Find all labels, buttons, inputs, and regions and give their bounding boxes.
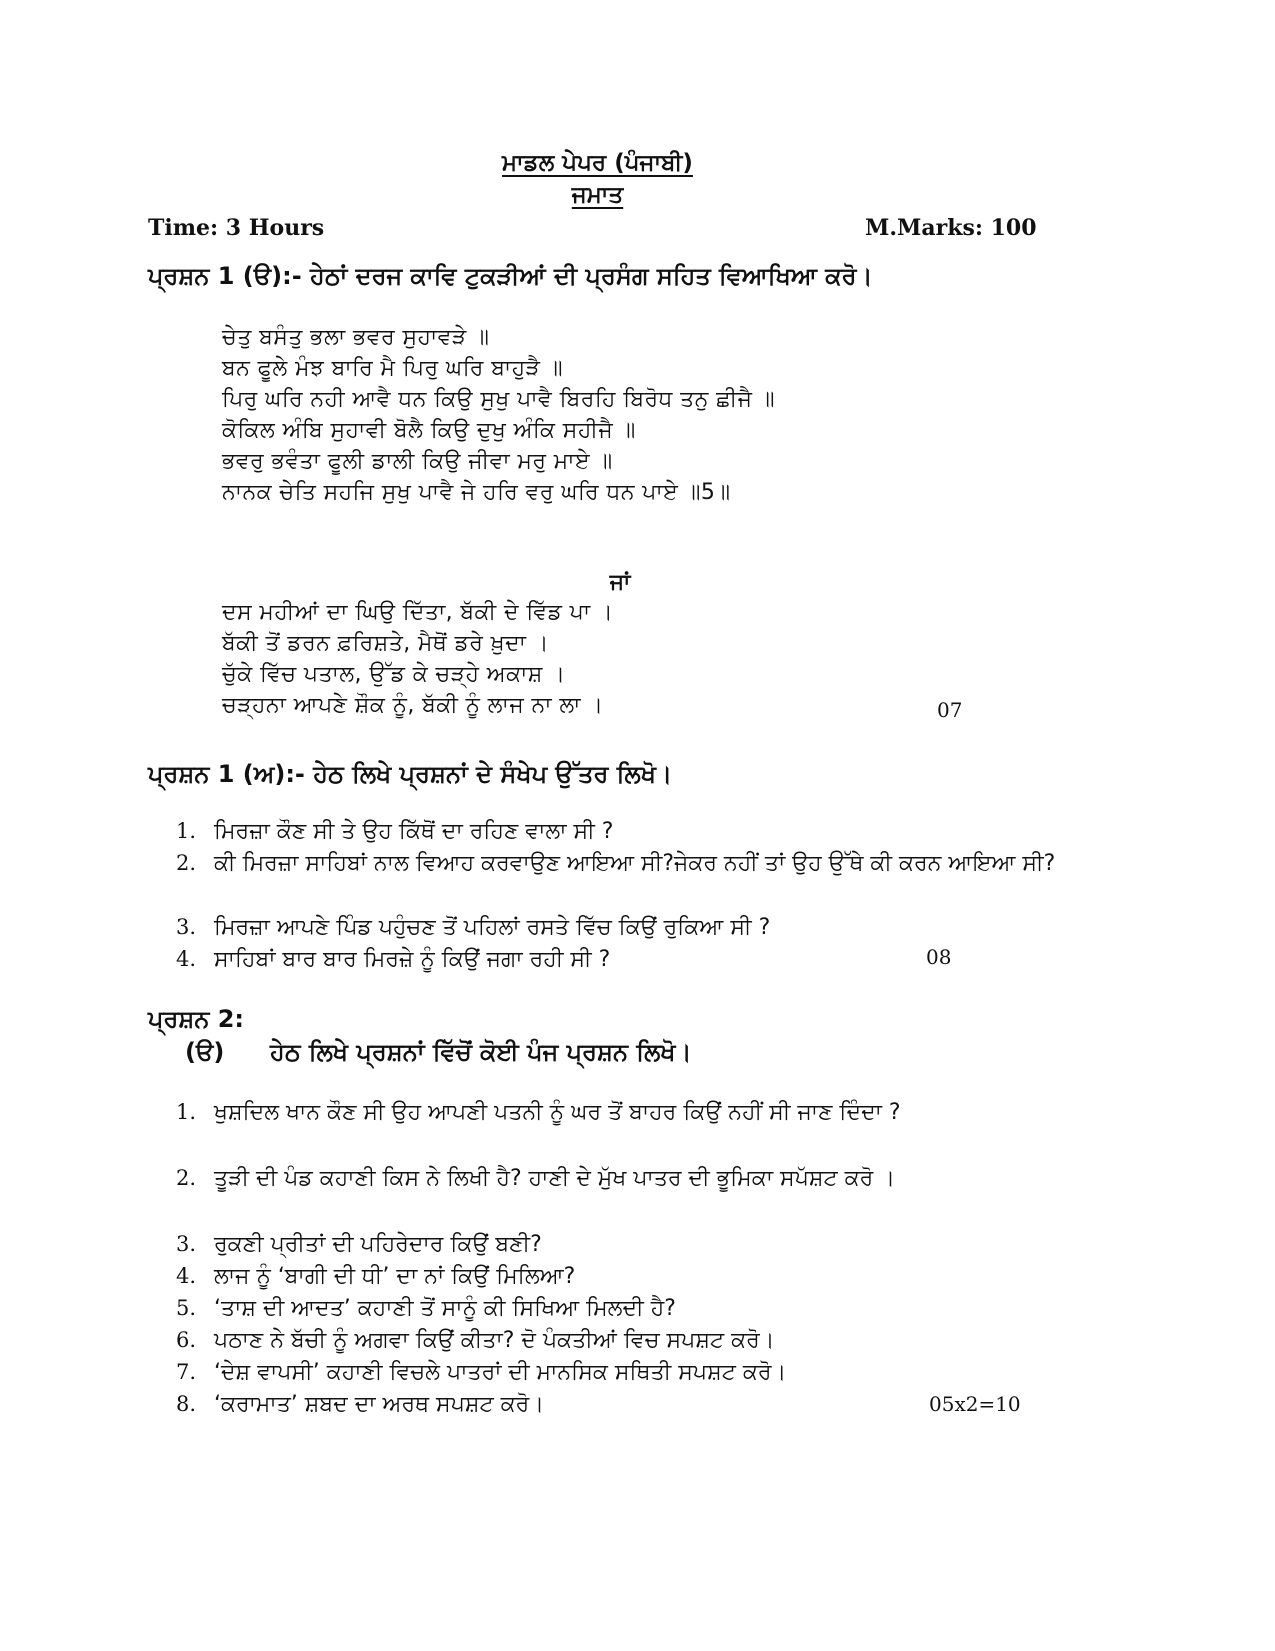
question-text: ਕੀ ਮਿਰਜ਼ਾ ਸਾਹਿਬਾਂ ਨਾਲ ਵਿਆਹ ਕਰਵਾਉਣ ਆਇਆ ਸੀ?ਜੇਕਰ ਨਹੀਂ ਤਾਂ ਉਹ ਉੱਥੇ ਕੀ ਕਰਨ ਆਇਆ ਸੀ? <box>214 851 1056 876</box>
q1a-heading: ਪ੍ਰਸ਼ਨ 1 (ੳ):- ਹੇਠਾਂ ਦਰਜ ਕਾਵਿ ਟੁਕੜੀਆਂ ਦੀ ਪ੍ਰਸੰਗ ਸਹਿਤ ਵਿਆਖਿਆ ਕਰੋ। <box>148 262 873 290</box>
list-item <box>176 847 1056 880</box>
q1b-marks: 08 <box>926 945 952 969</box>
verse2-line: ਚੁੱਕੇ ਵਿੱਚ ਪਤਾਲ, ਉੱਡ ਕੇ ਚੜ੍ਹੇ ਅਕਾਸ਼ । <box>222 662 566 687</box>
list-item <box>176 1228 1096 1261</box>
list-item <box>176 1356 1096 1389</box>
q1a-marks: 07 <box>937 698 963 722</box>
verse2-line: ਦਸ ਮਹੀਆਂ ਦਾ ਘਿਉ ਦਿੱਤਾ, ਬੱਕੀ ਦੇ ਵਿੱਡ ਪਾ । <box>222 600 614 625</box>
time-label: Time: 3 Hours <box>148 215 325 241</box>
question-number: 8. <box>176 1392 197 1416</box>
q2-heading: ਪ੍ਰਸ਼ਨ 2: <box>148 1005 244 1033</box>
question-number: 2. <box>176 851 197 875</box>
question-number: 1. <box>176 819 197 843</box>
max-marks-label: M.Marks: 100 <box>865 215 1037 241</box>
list-item <box>176 1260 1096 1293</box>
list-item <box>176 1162 1056 1195</box>
paper-title: ਮਾਡਲ ਪੇਪਰ (ਪੰਜਾਬੀ) <box>502 150 693 176</box>
q2-marks: 05x2=10 <box>929 1392 1021 1416</box>
question-number: 6. <box>176 1328 197 1352</box>
question-text: ਮਿਰਜ਼ਾ ਕੌਣ ਸੀ ਤੇ ਉਹ ਕਿੱਥੋਂ ਦਾ ਰਹਿਣ ਵਾਲਾ ਸੀ ? <box>214 819 614 844</box>
question-text: ‘ਕਰਾਮਾਤ’ ਸ਼ਬਦ ਦਾ ਅਰਥ ਸਪਸ਼ਟ ਕਰੋ। <box>214 1392 545 1417</box>
or-separator: ਜਾਂ <box>609 570 631 595</box>
verse1-line: ਨਾਨਕ ਚੇਤਿ ਸਹਜਿ ਸੁਖੁ ਪਾਵੈ ਜੇ ਹਰਿ ਵਰੁ ਘਰਿ ਧਨ ਪਾਏ ॥5॥ <box>222 480 731 505</box>
question-number: 2. <box>176 1166 197 1190</box>
list-item <box>176 911 1096 944</box>
question-number: 7. <box>176 1360 197 1384</box>
verse2-line: ਚੜ੍ਹਨਾ ਆਪਣੇ ਸ਼ੌਕ ਨੂੰ, ਬੱਕੀ ਨੂੰ ਲਾਜ ਨਾ ਲਾ । <box>222 693 604 718</box>
list-item <box>176 1292 1096 1325</box>
q2-sub-label: (ੳ) <box>185 1038 225 1066</box>
question-number: 1. <box>176 1100 197 1124</box>
question-text: ਪਠਾਣ ਨੇ ਬੱਚੀ ਨੂੰ ਅਗਵਾ ਕਿਉਂ ਕੀਤਾ? ਦੋ ਪੰਕਤੀਆਂ ਵਿਚ ਸਪਸ਼ਟ ਕਰੋ। <box>214 1328 775 1353</box>
question-number: 3. <box>176 1232 197 1256</box>
verse2-line: ਬੱਕੀ ਤੋਂ ਡਰਨ ਫ਼ਰਿਸ਼ਤੇ, ਮੈਥੋਂ ਡਰੇ ਖ਼ੁਦਾ । <box>222 631 549 656</box>
list-item <box>176 1324 1096 1357</box>
list-item <box>176 1096 1056 1129</box>
question-text: ਤੂੜੀ ਦੀ ਪੰਡ ਕਹਾਣੀ ਕਿਸ ਨੇ ਲਿਖੀ ਹੈ? ਹਾਣੀ ਦੇ ਮੁੱਖ ਪਾਤਰ ਦੀ ਭੂਮਿਕਾ ਸਪੱਸ਼ਟ ਕਰੋ । <box>214 1166 896 1191</box>
verse1-line: ਕੋਕਿਲ ਅੰਬਿ ਸੁਹਾਵੀ ਬੋਲੈ ਕਿਉ ਦੁਖੁ ਅੰਕਿ ਸਹੀਜੈ ॥ <box>222 418 636 443</box>
class-label: ਜਮਾਤ <box>571 182 624 208</box>
question-number: 3. <box>176 915 197 939</box>
question-text: ਮਿਰਜ਼ਾ ਆਪਣੇ ਪਿੰਡ ਪਹੁੰਚਣ ਤੋਂ ਪਹਿਲਾਂ ਰਸਤੇ ਵਿੱਚ ਕਿਉਂ ਰੁਕਿਆ ਸੀ ? <box>214 915 771 940</box>
verse1-line: ਚੇਤੁ ਬਸੰਤੁ ਭਲਾ ਭਵਰ ਸੁਹਾਵੜੇ ॥ <box>222 325 490 350</box>
question-text: ਸਾਹਿਬਾਂ ਬਾਰ ਬਾਰ ਮਿਰਜ਼ੇ ਨੂੰ ਕਿਉਂ ਜਗਾ ਰਹੀ ਸੀ ? <box>214 947 611 972</box>
verse1-line: ਪਿਰੁ ਘਰਿ ਨਹੀ ਆਵੈ ਧਨ ਕਿਉ ਸੁਖੁ ਪਾਵੈ ਬਿਰਹਿ ਬਿਰੋਧ ਤਨੁ ਛੀਜੈ ॥ <box>222 387 776 412</box>
question-text: ‘ਦੇਸ਼ ਵਾਪਸੀ’ ਕਹਾਣੀ ਵਿਚਲੇ ਪਾਤਰਾਂ ਦੀ ਮਾਨਸਿਕ ਸਥਿਤੀ ਸਪਸ਼ਟ ਕਰੋ। <box>214 1360 787 1385</box>
q1b-heading: ਪ੍ਰਸ਼ਨ 1 (ਅ):- ਹੇਠ ਲਿਖੇ ਪ੍ਰਸ਼ਨਾਂ ਦੇ ਸੰਖੇਪ ਉੱਤਰ ਲਿਖੋ। <box>148 760 673 788</box>
verse1-line: ਭਵਰੁ ਭਵੰਤਾ ਫੂਲੀ ਡਾਲੀ ਕਿਉ ਜੀਵਾ ਮਰੁ ਮਾਏ ॥ <box>222 449 613 474</box>
verse1-line: ਬਨ ਫੂਲੇ ਮੰਝ ਬਾਰਿ ਮੈ ਪਿਰੁ ਘਰਿ ਬਾਹੁੜੈ ॥ <box>222 356 563 381</box>
list-item <box>176 815 1096 848</box>
question-text: ਖੁਸ਼ਦਿਲ ਖਾਨ ਕੌਣ ਸੀ ਉਹ ਆਪਣੀ ਪਤਨੀ ਨੂੰ ਘਰ ਤੋਂ ਬਾਹਰ ਕਿਉਂ ਨਹੀਂ ਸੀ ਜਾਣ ਦਿੰਦਾ ? <box>214 1100 901 1125</box>
question-text: ‘ਤਾਸ਼ ਦੀ ਆਦਤ’ ਕਹਾਣੀ ਤੋਂ ਸਾਨੂੰ ਕੀ ਸਿਖਿਆ ਮਿਲਦੀ ਹੈ? <box>214 1296 676 1321</box>
q2-sub-heading: ਹੇਠ ਲਿਖੇ ਪ੍ਰਸ਼ਨਾਂ ਵਿੱਚੋਂ ਕੋਈ ਪੰਜ ਪ੍ਰਸ਼ਨ ਲਿਖੋ। <box>270 1038 692 1066</box>
question-number: 4. <box>176 1264 197 1288</box>
question-number: 4. <box>176 947 197 971</box>
list-item <box>176 943 1096 976</box>
question-text: ਲਾਜ ਨੂੰ ‘ਬਾਗੀ ਦੀ ਧੀ’ ਦਾ ਨਾਂ ਕਿਉਂ ਮਿਲਿਆ? <box>214 1264 576 1289</box>
question-text: ਰੁਕਣੀ ਪ੍ਰੀਤਾਂ ਦੀ ਪਹਿਰੇਦਾਰ ਕਿਉਂ ਬਣੀ? <box>214 1232 542 1257</box>
question-number: 5. <box>176 1296 197 1320</box>
